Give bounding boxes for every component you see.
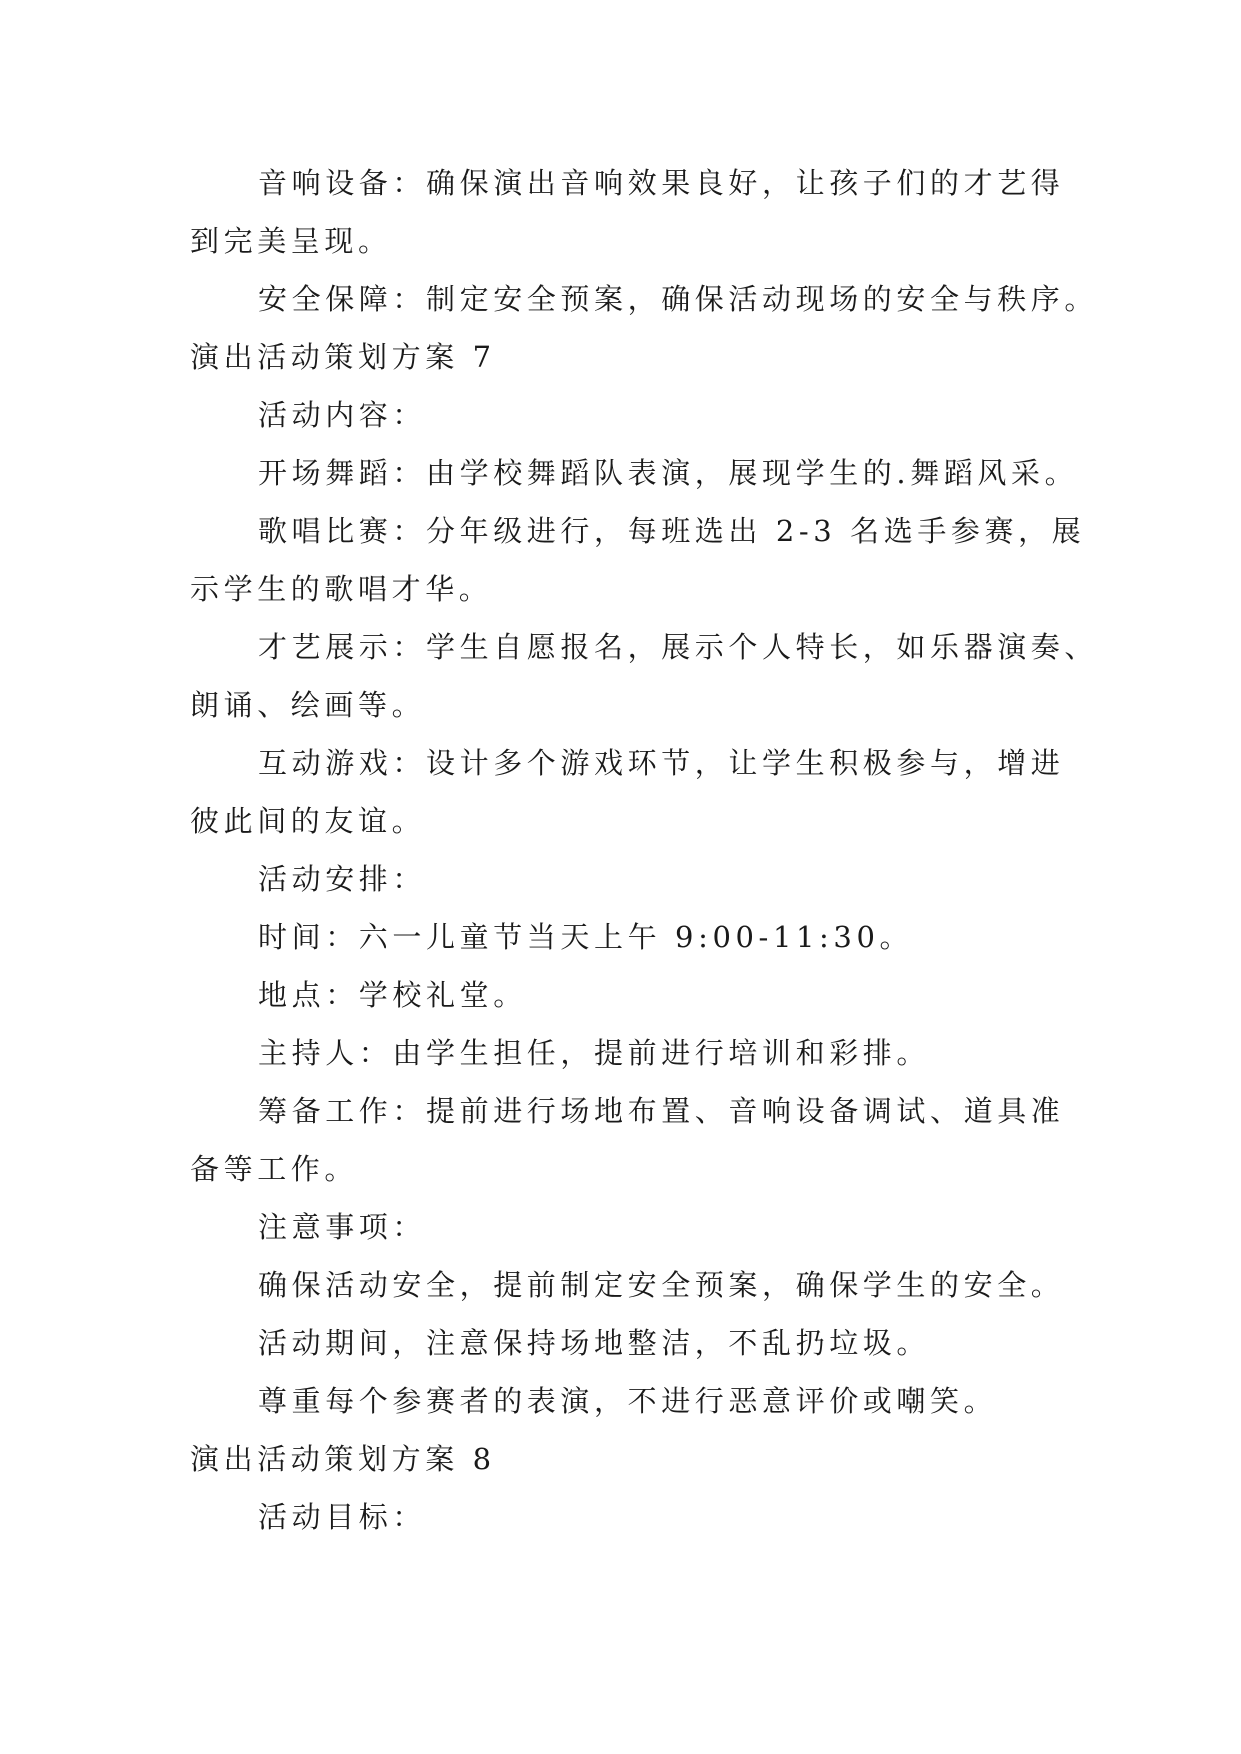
subsection-heading: 活动安排： xyxy=(258,862,427,896)
paragraph-line: 朗诵、绘画等。 xyxy=(190,688,426,722)
section-heading: 演出活动策划方案 8 xyxy=(190,1442,496,1476)
subsection-heading: 活动目标： xyxy=(258,1500,427,1534)
paragraph-line: 才艺展示：学生自愿报名，展示个人特长，如乐器演奏、 xyxy=(258,630,1099,664)
paragraph-line: 安全保障：制定安全预案，确保活动现场的安全与秩序。 xyxy=(258,282,1099,316)
paragraph-line: 示学生的歌唱才华。 xyxy=(190,572,493,606)
paragraph-line: 到完美呈现。 xyxy=(190,224,392,258)
paragraph-line: 主持人：由学生担任，提前进行培训和彩排。 xyxy=(258,1036,931,1070)
paragraph-line: 活动期间，注意保持场地整洁，不乱扔垃圾。 xyxy=(258,1326,931,1360)
paragraph-line: 开场舞蹈：由学校舞蹈队表演，展现学生的.舞蹈风采。 xyxy=(258,456,1079,490)
paragraph-line: 互动游戏：设计多个游戏环节，让学生积极参与，增进 xyxy=(258,746,1065,780)
paragraph-line: 确保活动安全，提前制定安全预案，确保学生的安全。 xyxy=(258,1268,1065,1302)
section-heading: 演出活动策划方案 7 xyxy=(190,340,496,374)
paragraph-line: 备等工作。 xyxy=(190,1152,359,1186)
subsection-heading: 活动内容： xyxy=(258,398,427,432)
paragraph-line: 音响设备：确保演出音响效果良好，让孩子们的才艺得 xyxy=(258,166,1065,200)
paragraph-line: 歌唱比赛：分年级进行，每班选出 2-3 名选手参赛，展 xyxy=(258,514,1086,548)
subsection-heading: 注意事项： xyxy=(258,1210,427,1244)
paragraph-line: 筹备工作：提前进行场地布置、音响设备调试、道具准 xyxy=(258,1094,1065,1128)
paragraph-line: 时间：六一儿童节当天上午 9:00-11:30。 xyxy=(258,920,914,954)
paragraph-line: 地点：学校礼堂。 xyxy=(258,978,527,1012)
paragraph-line: 彼此间的友谊。 xyxy=(190,804,426,838)
paragraph-line: 尊重每个参赛者的表演，不进行恶意评价或嘲笑。 xyxy=(258,1384,998,1418)
